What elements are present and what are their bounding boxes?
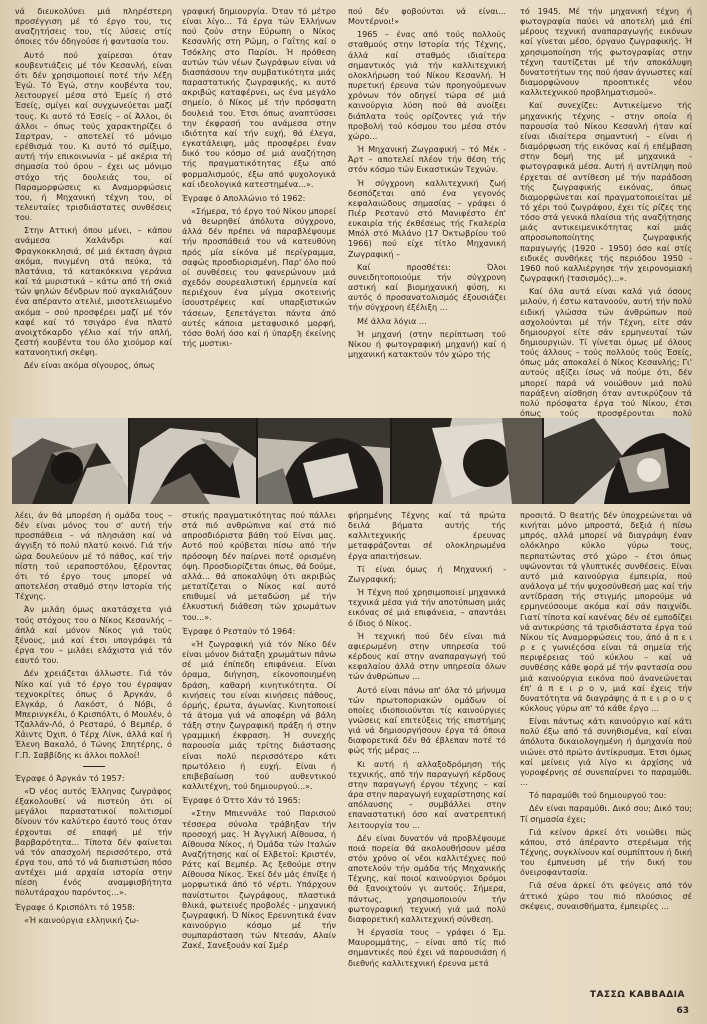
column-1: [15, 6, 172, 411]
paragraph: Καί συνεχίζει: Αντικείμενο τής μηχανικής τέχνης – στην οποία ή παρουσία τού Νίκου Κεσανλή ήταν καί είναι ιδιαίτερα σημαντική – είναι ή διαμόρφωση τής εικόνας καί ή επέμβαση στην δομή της μέ μηχανικά - φωτογραφικά μέσα. Αυτή ή αντίληψη πού έρχεται σέ αντίθεση μέ τήν παράδοση τής ζωγραφικής εικόνας, όπως διαμορφώνεται καί πραγματοποιείται μέ τό χέρι τού ζωγράφου, έχει τίς ρίζες της τόσο στά γενικά πλαίσια τής αναζήτησης μιάς αντικειμενικότητας καί μιάς απροσωποποίητης ζωγραφικής παραγωγής (1920 - 1950) όσο καί στίς ειδικές συνθήκες τής περιόδου 1950 - 1960 πού καλλιέργησε τήν χειρονομιακή ζωγραφική (τασισμός)...».: [520, 100, 692, 284]
sculpture-photo: [258, 418, 390, 504]
column-7: [348, 510, 506, 1008]
column-2: [182, 6, 336, 411]
paragraph: Μέ άλλα λόγια ...: [357, 315, 427, 326]
paragraph: προσιτά. Ό θεατής δέν ύποχρεώνεται νά κινήται μόνο μπροστά, δεξιά ή πίσω μπρός, αλλά μπορεί νά διαγράψη έναν ολόκληρο κύκλο γύρω τους, περπατώντας στό χώρο – έτσι όπως υψώνονται τά γλυπτικές συνθέσεις. Είναι αυτό μιά καινούργια έμπειρία, πού ανάλογα μέ τήν ψυχοσύνθεσή μας καί τήν αντίδραση τής στιγμής μπορούμε νά ερμηνεύσουμε ακόμα καί σάν παιχνίδι. Γιατί τίποτα καί κανένας δέν σέ εμποδίζει νά αντικρύσης τά τρισδιάστατα έργα τού Νίκου τίς Αναμορφώσεις του, άπό ά π ε ι ρ ε ς γωνιέςόσα είναι τά σημεία τής περιφέρειας τού κύκλου – καί νά συνθέσης κάθε φορά μέ τήν φαντασία σου μιά καινούργια εικόνα πού άνανεώνεται έπ' ά π ε ι ρ ο ν, μιά καί έχεις τήν δυνατότητα νά διαγράψης ά π ε ι ρ ο υ ς κύκλους γύρω απ' τό κάθε έργο ...: [520, 510, 692, 713]
quote-heading: Έγραφε ό Ρεσταύν τό 1964:: [182, 625, 296, 636]
column-8: [520, 510, 692, 1000]
quote-paragraph: «Ή καινούργια ελληνική ζω-: [24, 914, 140, 925]
quote-heading: Έγραφε ό Άργκάν τό 1957:: [15, 772, 125, 783]
column-4: [520, 6, 692, 419]
sculpture-photo: [12, 418, 128, 504]
paragraph: Είναι πάντως κάτι καινούργιο καί κάτι πολύ έξω από τά συνηθισμένα, καί είναι άπόλυτα δικαιολογημένη ή άμηχανία πού νιώνει στό πρώτο άντίκρυσμα. Έτσι όμως καί μείνεις γιά λίγο κι άρχίσης νά γυροφέρνης σέ συνεπαίρνει το παραμύθι. ...: [520, 716, 692, 788]
sculpture-photo-strip: [12, 418, 690, 504]
column-3: [348, 6, 506, 411]
sculpture-photo-art: [130, 418, 256, 504]
quote-paragraph: «Σήμερα, τό έργο τού Νίκου μπορεί νά θεωρηθεί άπόλυτα σύγχρονο, άλλά δέν πρέπει νά παραβλέψουμε τήν προσπάθειά του νά κατευθύνη πρός μία είκόνα μέ περίγραμμα, σαφώς προσδιορισμένη. Παρ' όλο πού οί συνθέσεις του φανερώνουν μιά σχεδόν σουρεαλιστική έρμηνεία καί περιέχουν ένα μίγμα σκοτεινής ίσουστρέψεις καί υπαρξιστικών τάσεων, ξεπετάγεται πάντα άπό αυτές κάποια μεταφυσικό μορφή, τόσο θολή όσο καί ή ύπαρξη έκείνης τής μυστικι-: [182, 205, 336, 348]
paragraph: στικής πραγματικότητας πού πάλλει στά πιό ανθρώπινα καί στά πιό απροσδιόριστα βάθη τού Είναι μας. Αυτό πού κρύβεται πίσω από τήν πρόσοψη δέν παίρνει ποτέ ορισμένη όψη. Προσδιορίζεται όπως, θά δούμε, αλλά... θά αποκαλύψη ότι ακριβώς μετατίζεται ο Νίκος καί αυτό επιθυμεί νά μεταδώση μέ τήν έλκυστική διάθεση τών χρωμάτων του...».: [182, 510, 336, 622]
paragraph: Ή μηχανή (στην περίπτωση τού Νίκου ή φωτογραφική μηχανή) καί ή μηχανική κατακτούν τόν χώρο τής: [348, 328, 506, 359]
paragraph: Ή έργασία τους – γράφει ό Έμ. Μαυρομμάτης, – είναι από τίς πιό σημαντικές πού έχει νά παρουσιάση ή διεθνής καλλιτεχνική έρευνα μετά: [348, 927, 506, 968]
column-6: [182, 510, 336, 1008]
paragraph: τό 1945. Μέ τήν μηχανική τέχνη ή φωτογραφία παύει νά αποτελή μιά έπί μέρους τεχνική αναπαραγωγής εικόνων καί γίνεται μέσο, όργανο ζωγραφικής. Ή χρησιμοποίηση τής φωτογραφίας στην τέχνη ταυτίζεται μέ τήν αποκάλυψη δυνατοτήτων της πού ήσαν άγνωστες καί διαμορφώνουν προοπτικές νέου καλλιτεχνικού προβληματισμού».: [520, 6, 692, 98]
paragraph: Καί όλα αυτά είναι καλά γιά όσους μιλούν, ή έστω κατανοούν, αυτή τήν πολύ ειδική γλώσσα τών άνθρώπων πού ασχολούνται μέ τήν Τέχνη, είτε σάν δημιουργοί είτε σάν ερμηνευταί τών δημιουργιών. Τί γίνεται όμως μέ όλους τούς άλλους – τούς πολλούς τούς Έσείς, όπως μάς αποκαλεί ό Νίκος Κεσανλής; Γι' αυτούς αξίζει ίσως νά πούμε ότι, δέν μπορεί παρά νά νοιώθουν μιά πολύ παράξενη αίσθηση όταν αντικρύζουν τά πολύ πρόσφατα έργα τού Νίκου, έτσι όπως τούς προσφέρονται πολύ: [520, 286, 692, 419]
paragraph: φήρημένης Τέχνης καί τά πρώτα δειλά βήματα αυτής τής καλλιτεχνικής έρευνας μεταφράζονται σέ ολοκληρωμένα έργα απαιτήσεων.: [348, 510, 506, 561]
paragraph: Γιά κείνον άρκεί ότι νοιώθει πώς κάπου, στό άπέραντο στερέωμα τής Τέχνης, συγκλίνουν καί συμπίπτουν ή δική του έμπνευση μέ τήν δική του όνειροφαντασία.: [520, 826, 692, 878]
paragraph: Ή τεχνική πού δέν είναι πιά αφιερωμένη στην υπηρεσία τού κέρδους καί στην αναπαραγωγή τού κεφαλαίου άλλά στην υπηρεσία όλων τών άνθρώπων ...: [348, 630, 506, 682]
paragraph: Κι αυτή ή αλλαξοδρόμηση τής τεχνικής, από τήν παραγωγή κέρδους στην παραγωγή έργου τέχνης – καί άρα στην παραγωγή ευχαρίστησης καί απόλαυσης – συμβάλλει στην επαναστατική όσο καί ανατρεπτική λειτουργία του ...: [348, 758, 506, 830]
quote-paragraph: «Ή ζωγραφική γιά τόν Νίκο δέν είναι μόνον διάταξη χρωμάτων πάνω σέ μιά έπίπεδη επιφάνεια. Είναι όραμα, διήγηση, είκονοποιημένη δράση, καθαρή κινητικότητα. Οί κινήσεις του είναι κινήσεις πάθους, όρμής, έρωτα, άγωνίας. Κινητοποιεί τά άτομα γιά νά αποφέρη νά βάλη τάξη στην ζωγραφική πράξη ή στην γραμμική έκφραση. Ή συνεχής παρουσία μιάς τρίτης διάστασης είναι πολύ περισσότερο κάτι πρωτόλειο ή ευχή. Είναι ή επιβεβαίωση τού αυθεντικού καλλιτέχνη, τού δημιουργού...».: [182, 638, 336, 792]
sculpture-photo: [544, 418, 690, 504]
section-divider: [83, 766, 105, 767]
sculpture-photo-art: [392, 418, 542, 504]
sculpture-photo-art: [544, 418, 690, 504]
paragraph: Δέν χρειάζεται άλλωστε. Γιά τόν Νίκο καί γιά τό έργο του έγραψαν τεχνοκρίτες όπως ό Άργκάν, ό Ελγκάρ, ό Λακόστ, ό Νόβι, ό Μπερινγκέλι, ό Κρισπόλτι, ό Μουλέν, ό Τζαλλάν-Λό, ό Ρεσταρύ, ό Βεμπέρ, ό Χάιντς Όχιπ, ό Τέρχ Λίνκ, άλλά καί ή Έλενη Βακαλό, ό Τώνης Σπητέρης, ό Γ.Π. Σαββίδης κι άλλοι πολλοί!: [15, 668, 172, 760]
paragraph: γραφική δημιουργία. Όταν τό μέτρο είναι λίγο... Τά έργα τών Έλλήνων πού ζούν στην Εύρωπη ο Νίκος Κεσανλής στη Ρώμη, ο Γαΐτης καί ο Τσόκλης στο Παρίσι. Ή πρόθεση αυτών τών νέων ζωγράφων είναι νά διασπάσουν την συμβατικότητα μιάς παραστατικής ζωγραφικής, κι αυτό ακριβώς καταφέρνει, ως ένα μεγάλο σημείο, ό Νίκος μέ τήν πρόσφατη δουλειά του. Έτσι όπως αναπτύσσει την έκφρασή του ανάμεσα στην ιδιότητα καί τήν ευχή, θά έλεγα, εγκατάλειψη, μάς προσφέρει έναν δικό του κόσμο σέ μιά αναζήτηση τής πραγματικότητας έξω από φορμαλισμούς, έξω από ψυχολογικά καί ιδεολογικά κατεστημένα...».: [182, 6, 336, 189]
paragraph: Ή Τέχνη πού χρησιμοποιεί μηχανικά τεχνικά μέσα γιά τήν αποτύπωση μιάς εικόνας σέ μιά επιφάνεια, – απαντάει ό ίδιος ό Νίκος.: [348, 587, 506, 628]
paragraph: πού δέν φοβούνται νά είναι... Μοντέρνοι!»: [348, 6, 506, 27]
paragraph: Ή Μηχανική Ζωγραφική – τό Μέκ - Άρτ – αποτελεί πλέον τήν θέση τής στόν κόσμο τών Εικαστικών Τεχνών.: [348, 144, 506, 175]
quote-heading: Έγραφε ό Όττο Χάν τό 1965:: [182, 795, 301, 806]
paragraph: Δέν είναι δυνατόν νά προβλέψουμε ποιά πορεία θά ακολουθήσουν μέσα στόν χρόνο οί νέοι καλλιτέχνες πού αποτελούν τήν ομάδα τής Μηχανικής Τέχνης, καί ποιοί καινούργιοι δρόμοι θά ξανοιχτούν γι αυτούς. Σήμερα, πάντως, χρησιμοποιούν τήν φωτογραφική τεχνική γιά μιά πολύ διαφορετική καλλιτεχνική σύνθεση.: [348, 832, 506, 924]
paragraph: 1965 – ένας από τούς πολλούς σταθμούς στην Ιστορία τής Τέχνης, άλλά καί σταθμός ιδιαίτερα σημαντικός γιά τήν καλλιτεχνική ολοκλήρωση τού Νίκου Κεσανλή. Ή πυρετική έρευνα τών προηγούμενων χρόνων τόν οδηγεί τώρα σέ μιά καινούργια λύση πού θά ανοίξει διάπλατα τούς ορίζοντες γιά τήν προβολή τού κόσμου του μέσα στόν χώρο...: [348, 29, 506, 141]
paragraph: Τί είναι όμως ή Μηχανική - Ζωγραφική;: [348, 563, 506, 584]
quote-heading: Έγραφε ό Κρισπόλτι τό 1958:: [15, 901, 135, 912]
quote-paragraph: «Ό νέος αυτός Έλληνας ζωγράφος έξακολουθεί νά πιστεύη ότι οί μεγάλοι παραστατικοί πολιτισμοί δίνουν τόν καλύτερο έαυτό τους όταν έρχονται σέ επαφή μέ τήν βαρβαρότητα... Τίποτα δέν φαίνεται νά τόν απασχολή περισσότερο, στά έργα του, από τό νά διαπιστώση πόσο αντέχει μιά αρχαία ιστορία στην πίεση ένός αναμφισβήτητα πολυτάραχου παρόντος...».: [15, 785, 172, 898]
paragraph: Στην Αττική όπου μένει, – κάπου ανάμεσα Χαλάνδρι καί Φραγκοκκλησιά, σέ μιά έκταση άγρια ακόμα, πνιγμένη στά πεύκα, τά πλατάνια, τά κατακόκκινα γεράνια καί τά μυριστικά – κάτω από τή σκιά τών ψηλών δένδρων πού αγκαλιάζουν ένα απέραντο ατελιέ, μισοτελειωμένο ακόμα – σού προσφέρει μαζί μέ τόν καφέ καί τό τσιγάρο ένα πλατύ ανοιχτόκαρδο γέλιο καί τήν απλή, ζεστή κουβέντα του όλο χιούμορ καί κατανοητική σκέψη.: [15, 225, 172, 358]
paragraph: νά διευκολύνει μιά πληρέστερη προσέγγιση μέ τό έργο του, τις αναζητήσεις του, τίς λύσεις στίς όποιες τόν όδηγούσε ή φαντασία του.: [15, 6, 172, 47]
paragraph: λέει, άν θά μπορέση ή ομάδα τους – δέν είναι μόνος του σ' αυτή τήν προσπάθεια – νά πλησιάση καί νά άγγιξη τό πολύ πλατύ κοινό. Γιά τήν ώρα δουλεύουν μέ τό πάθος, καί τήν πίστη τού ιεραποστόλου, ξέροντας ότι τό έργο τους μπορεί νά αποτελέση σταθμό στην Ιστορία τής Τέχνης.: [15, 510, 172, 602]
quote-paragraph: «Στην Μπιεννάλε τού Παρισιού τέσσερα σύνολα τράβηξαν τήν προσοχή μας. Ή Άγγλική Αίθουσα, ή Αίθουσα Νίκος, ή Όμάδα τών Ιταλών Αναζήτησης καί οί Ελβετοί: Κριστέν, Ράτς καί Βεμπέρ. Άς ξεθούμε στην Αίθουσα Νίκος. Έκεί δέν μάς έπνίξε ή μορφωτικά άπό τό νέρτι. Υπάρχουν πανίστωτοι ζωγράφους, πλαστικά θλικά, φωτεινές προβολές - μηχανική ζωγραφική. Ό Νίκος Ερευνητικά έναν καινούργιο κόσμο μέ τήν συμπαράσταση τών Ντεσάν, Αλαίν Ζακέ, Σανεξουάν καί Σμέρ: [182, 808, 336, 951]
paragraph: Αυτό πού χαίρεσαι όταν κουβεντιάζεις μέ τόν Κεσανλή, είναι ότι δέν χρησιμοποιεί ποτέ τήν λέξη Έγώ. Τό Έγώ, στην κουβέντα του, λειτουργεί μέσα στό Έμείς ή στό Έσείς, σμίγει καί συγχωνεύεται μαζί τους. Κι αυτό τό Έσείς – οί Άλλοι, όι άλλοι – όπως τούς χαρακτηρίζει ό Σαρτραν, – αποτελεί τό μόνιμο ερέθισμά του. Κι αυτό τό σμίξιμο, αυτή τήν επικοινωνία – μέ ακέρια τή σημασία τού όρου – έχει ως μόνιμο στόχο τής δουλειάς του, οί Παραμορφώσεις κι Αναμορφώσεις του, ή Μηχανική τέχνη του, οί τελευταίες τρισδιάστατες συνθέσεις του.: [15, 49, 172, 223]
sculpture-photo-art: [258, 418, 390, 504]
page-number: 63: [676, 1006, 689, 1016]
paragraph: Ή σύγχρονη καλλιτεχνική ζωή δεσπόζεται από ένα γεγονός κεφαλαιώδους σημασίας – γράφει ό Πιέρ Ρεστανύ στό Μανιφέστο έπ' ευκαιρία τής έκθέσεως τής Γκαλερία Μπόλ στό Μιλάνο (17 Όκτωβρίου τού 1966) πού είχε τίτλο Μηχανική Ζωγραφική –: [348, 177, 506, 259]
quote-heading: Έγραφε ό Απολλώνιο τό 1962:: [182, 192, 306, 203]
sculpture-photo: [392, 418, 542, 504]
author-signature: ΤΑΣΣΩ ΚΑΒΒΑΔΙΑ: [589, 990, 685, 1000]
sculpture-photo: [130, 418, 256, 504]
paragraph: Άν μιλάη όμως ακατάσχετα γιά τούς στόχους του ο Νίκος Κεσανλής – άπλά καί μόνον Νίκος γιά τούς ξένους, μιά καί έτσι υπογράφει τά έργα του – μιλάει ελάχιστα γιά τόν εαυτό του.: [15, 604, 172, 666]
paragraph: Γιά σένα άρκεί ότι φεύγεις από τόν άττικό χώρο του πιό πλούσιος σέ σκέψεις, συναισθήματα, έμπειρίες ...: [520, 880, 692, 911]
paragraph: Τό παραμύθι τού δημιουργού του:: [529, 790, 667, 801]
sculpture-photo-art: [12, 418, 128, 504]
paragraph: Αυτό είναι πάνω απ' όλα τό μήνυμα τών πρωτοποριακών ομάδων οί οποίες ιδιοποιούνται τίς καινούργιες γνώσεις καί επιτεύξεις τής επιστήμης γιά νά δημιουργήσουν έργα τά όποια διαφορετικά δέν θά έβλεπαν ποτέ τό φώς τής μέρας ...: [348, 684, 506, 756]
paragraph: Δέν είναι παραμύθι. Δικό σου; Δικό του; Τί σημασία έχει;: [520, 803, 692, 824]
column-5: [15, 510, 172, 1008]
paragraph: Καί προσθέτει: Όλοι συνειδητοποιούμε τήν σύγχρονη αστική καί βιομηχανική φύση, κι αυτός ό προσανατολισμός έξουσιάζει τήν σύγχρονη έξέλιξη ...: [348, 261, 506, 313]
paragraph: Δέν είναι ακόμα σίγουρος, όπως: [24, 360, 156, 371]
